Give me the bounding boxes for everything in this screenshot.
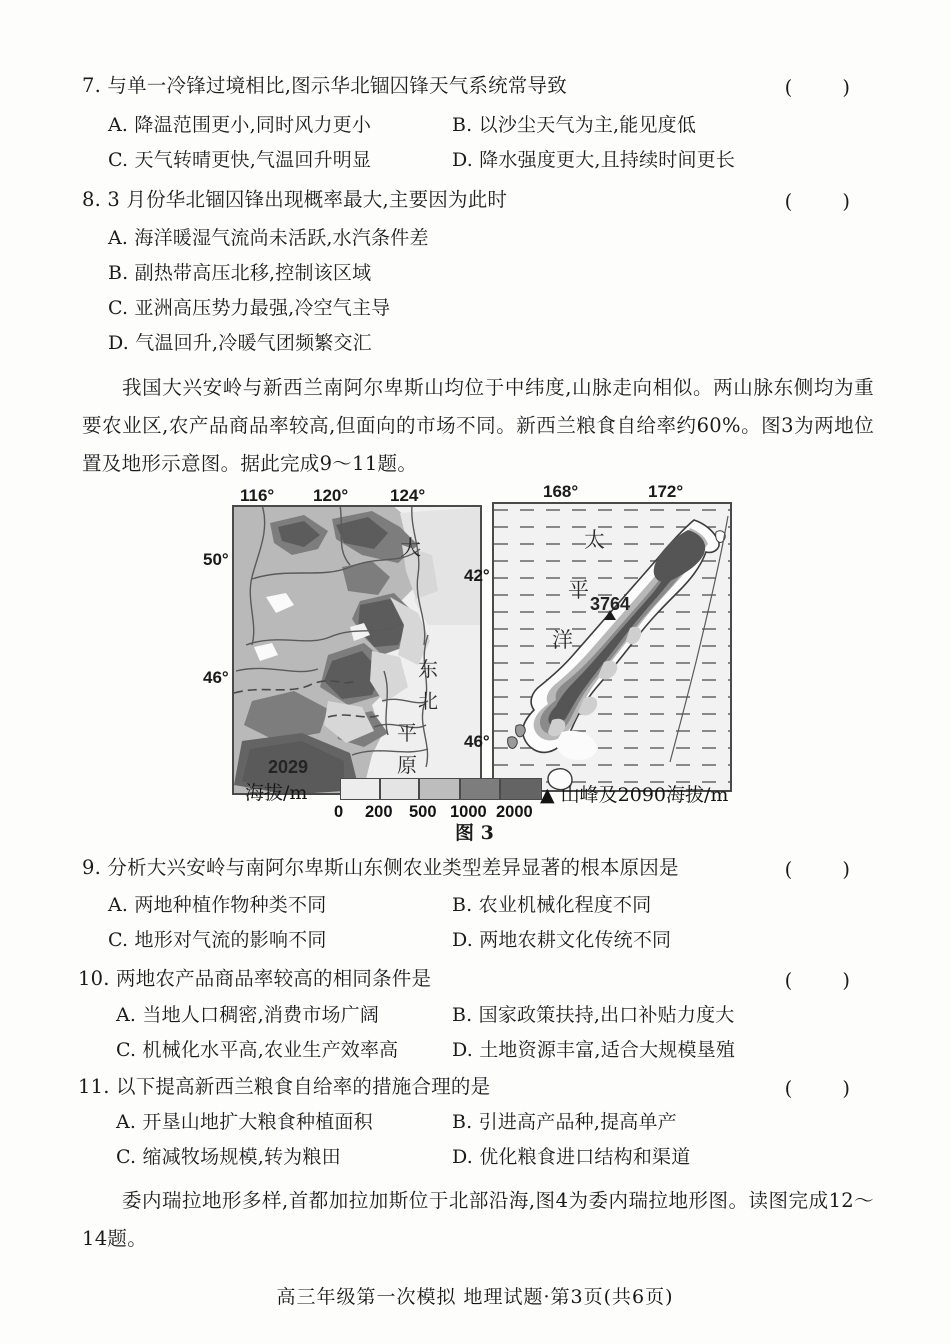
left-map-label-bei: 北: [418, 689, 438, 713]
passage-2: 委内瑞拉地形多样,首都加拉加斯位于北部沿海,图4为委内瑞拉地形图。读图完成12～14题。: [82, 1189, 874, 1250]
question-10-option-b[interactable]: B. 国家政策扶持,出口补贴力度大: [452, 1004, 735, 1026]
right-map-graphic: [492, 502, 732, 792]
legend-swatch-0-200: [340, 778, 380, 800]
legend-peak-entry: ▲ 山峰及2090海拔/m: [540, 784, 729, 806]
left-map-label-yuan: 原: [397, 753, 417, 777]
question-7-option-d[interactable]: D. 降水强度更大,且持续时间更长: [452, 149, 736, 171]
question-11-answer-bracket[interactable]: ( ): [784, 1077, 872, 1100]
figure-3: [0, 470, 950, 844]
right-map-lat-tick-46: 46°: [464, 732, 490, 751]
question-8-stem: 8. 3 月份华北锢囚锋出现概率最大,主要因为此时: [82, 188, 508, 211]
question-11-stem: 11. 以下提高新西兰粮食自给率的措施合理的是: [78, 1075, 491, 1098]
question-11-option-c[interactable]: C. 缩减牧场规模,转为粮田: [116, 1146, 341, 1168]
question-9-option-b[interactable]: B. 农业机械化程度不同: [452, 894, 652, 916]
page-footer: 高三年级第一次模拟 地理试题·第3页(共6页): [276, 1286, 674, 1308]
legend-tick-0: 0: [334, 803, 344, 821]
left-map-label-da: 大: [400, 536, 421, 560]
question-11-option-d[interactable]: D. 优化粮食进口结构和渠道: [452, 1146, 691, 1168]
left-map-label-dong: 东: [418, 657, 438, 681]
right-map-ocean-label-tai: 太: [584, 528, 605, 552]
question-8-option-a[interactable]: A. 海洋暖湿气流尚未活跃,水汽条件差: [108, 227, 429, 249]
left-map-graphic: [232, 505, 482, 795]
left-map-lon-tick-120: 120°: [313, 486, 349, 505]
right-map-lon-tick-168: 168°: [543, 482, 579, 501]
right-map-lat-tick-42: 42°: [464, 566, 490, 585]
question-7-stem: 7. 与单一冷锋过境相比,图示华北锢囚锋天气系统常导致: [82, 74, 567, 97]
question-10-answer-bracket[interactable]: ( ): [784, 969, 872, 992]
right-map-ocean-label-yang: 洋: [552, 628, 573, 652]
left-map-lat-tick-46: 46°: [203, 668, 229, 687]
legend-swatch-above-2000: [500, 778, 542, 800]
question-9-option-d[interactable]: D. 两地农耕文化传统不同: [452, 929, 672, 951]
left-map-lon-tick-116: 116°: [240, 486, 275, 505]
question-11-option-a[interactable]: A. 开垦山地扩大粮食种植面积: [116, 1111, 373, 1133]
question-9-answer-bracket[interactable]: ( ): [784, 858, 872, 881]
question-8-answer-bracket[interactable]: ( ): [784, 190, 872, 213]
legend-swatch-200-500: [380, 778, 419, 800]
question-9-option-a[interactable]: A. 两地种植作物种类不同: [108, 894, 327, 916]
right-map-ocean-label-ping: 平: [568, 578, 589, 602]
question-10-stem: 10. 两地农产品商品率较高的相同条件是: [78, 967, 432, 990]
legend-tick-2000: 2000: [496, 803, 533, 821]
question-7-option-c[interactable]: C. 天气转晴更快,气温回升明显: [108, 149, 372, 171]
figure-3-caption: 图 3: [455, 822, 494, 844]
left-map-label-ping: 平: [397, 721, 417, 745]
question-9-stem: 9. 分析大兴安岭与南阿尔卑斯山东侧农业类型差异显著的根本原因是: [82, 856, 679, 879]
right-map-lon-tick-172: 172°: [648, 482, 684, 501]
legend-title: 海拔/m: [245, 782, 308, 804]
question-8-option-d[interactable]: D. 气温回升,冷暖气团频繁交汇: [108, 332, 372, 354]
legend-swatch-500-1000: [419, 778, 460, 800]
left-map-lat-tick-50: 50°: [203, 550, 229, 569]
question-7-answer-bracket[interactable]: ( ): [784, 76, 872, 99]
question-7-option-b[interactable]: B. 以沙尘天气为主,能见度低: [452, 114, 697, 136]
legend-tick-500: 500: [409, 803, 437, 821]
question-11-option-b[interactable]: B. 引进高产品种,提高单产: [452, 1111, 677, 1133]
left-map-peak-2029: 2029: [268, 757, 309, 777]
right-map-peak-3764: 3764: [590, 594, 631, 614]
question-10-option-d[interactable]: D. 土地资源丰富,适合大规模垦殖: [452, 1039, 736, 1061]
legend-tick-200: 200: [365, 803, 393, 821]
legend-tick-1000: 1000: [450, 803, 487, 821]
question-8-option-b[interactable]: B. 副热带高压北移,控制该区域: [108, 262, 372, 284]
passage-1: 我国大兴安岭与新西兰南阿尔卑斯山均位于中纬度,山脉走向相似。两山脉东侧均为重要农业区,农产品商品率较高,但面向的市场不同。新西兰粮食自给率约60%。图3为两地位置及地形示意图。据此完成9～11题。: [82, 376, 874, 475]
question-10-option-a[interactable]: A. 当地人口稠密,消费市场广阔: [116, 1004, 380, 1026]
question-7-option-a[interactable]: A. 降温范围更小,同时风力更小: [108, 114, 372, 136]
left-map-lon-tick-124: 124°: [390, 486, 426, 505]
question-9-option-c[interactable]: C. 地形对气流的影响不同: [108, 929, 327, 951]
question-10-option-c[interactable]: C. 机械化水平高,农业生产效率高: [116, 1039, 399, 1061]
legend-swatch-1000-2000: [460, 778, 500, 800]
question-8-option-c[interactable]: C. 亚洲高压势力最强,冷空气主导: [108, 297, 391, 319]
